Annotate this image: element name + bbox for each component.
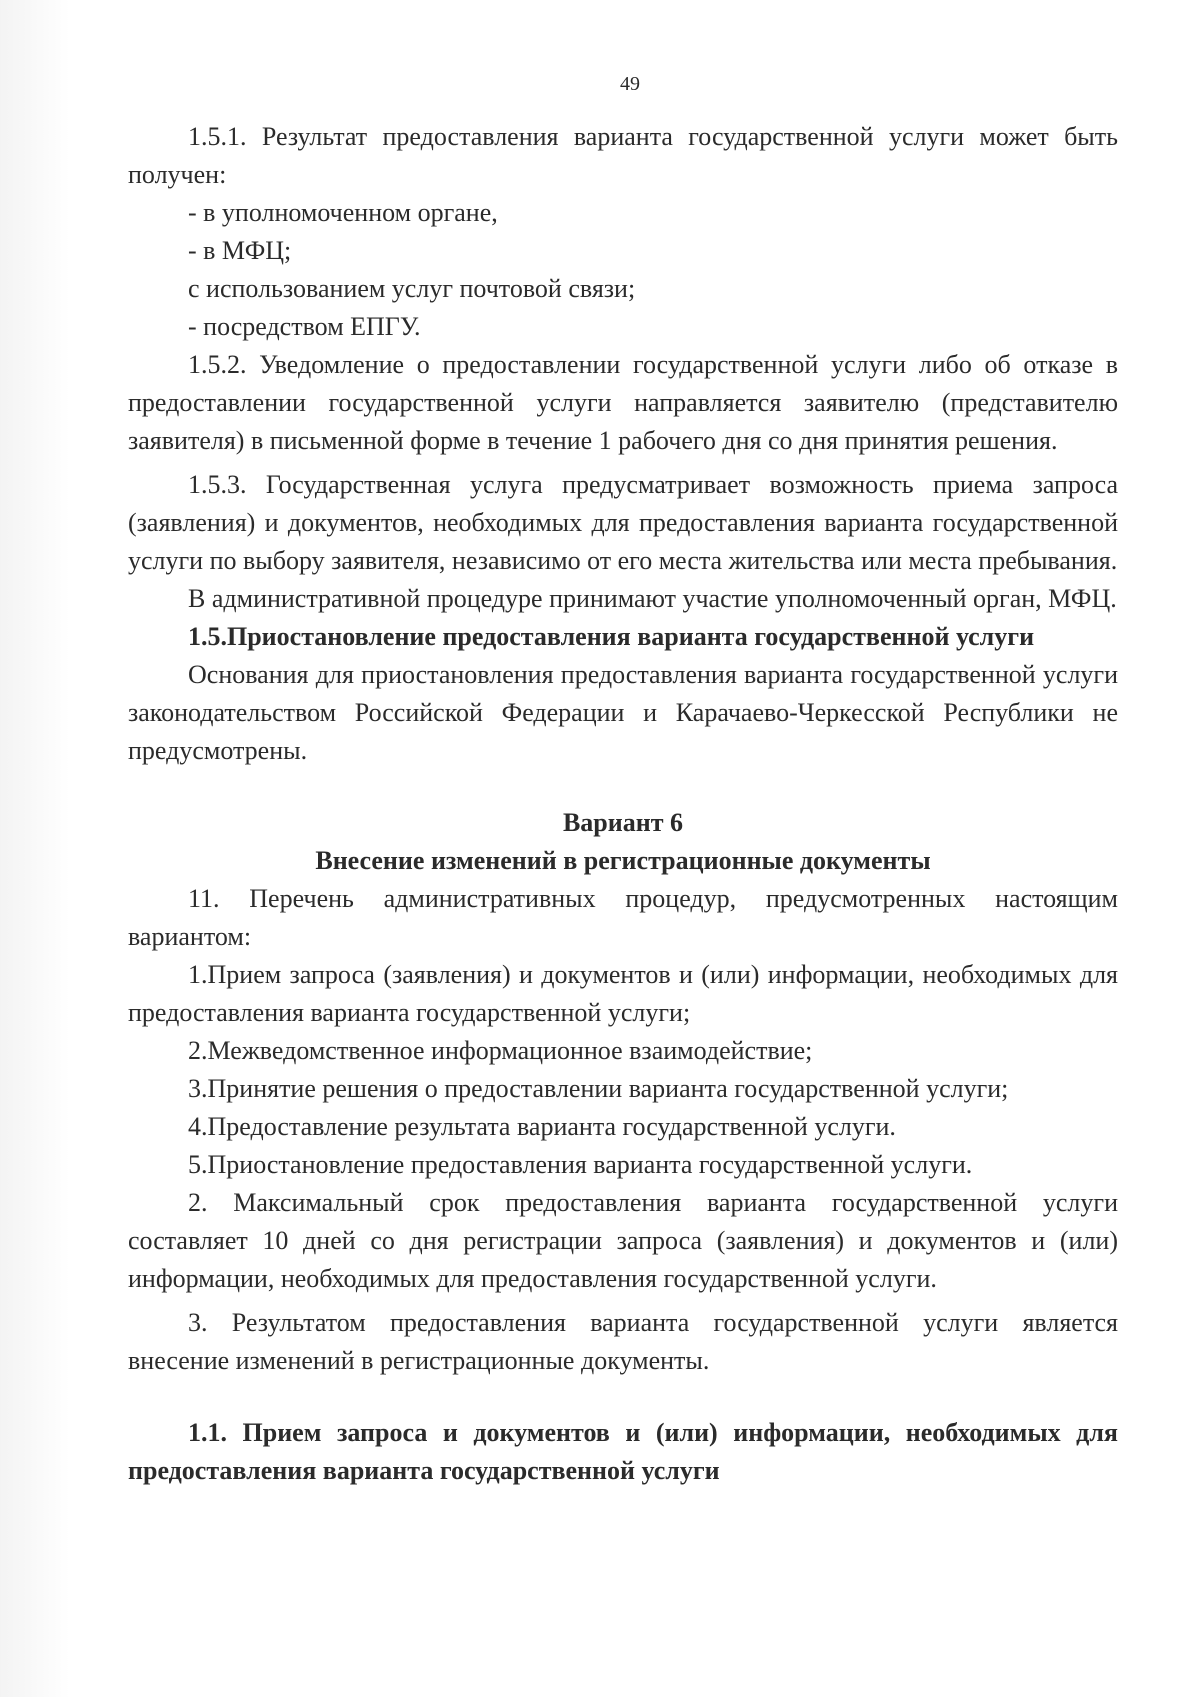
suspension-heading: 1.5.Приостановление предоставления варианта государственной услуги (188, 622, 1035, 651)
paragraph-1-5-1: 1.5.1. Результат предоставления варианта государственной услуги может быть получен: (128, 122, 1118, 189)
page-number: 49 (620, 73, 640, 95)
paragraph-1-5-3: 1.5.3. Государственная услуга предусматривает возможность приема запроса (заявления) и документов, необходимых для предоставления варианта государственной услуги по выбору заявителя, независимо от его места жительства или места пребывания. (128, 470, 1118, 575)
procedure-item: 4.Предоставление результата варианта государственной услуги. (188, 1112, 896, 1141)
paragraph-admin-procedure: В административной процедуре принимают участие уполномоченный орган, МФЦ. (188, 584, 1117, 613)
procedure-item: 3.Принятие решения о предоставлении варианта государственной услуги; (188, 1074, 1009, 1103)
procedure-item: 5.Приостановление предоставления варианта государственной услуги. (188, 1150, 973, 1179)
list-item: - в МФЦ; (188, 236, 292, 265)
paragraph-1-5-2: 1.5.2. Уведомление о предоставлении государственной услуги либо об отказе в предоставлении государственной услуги направляется заявителю (представителю заявителя) в письменной форме в течение 1 рабочего дня со дня принятия решения. (128, 350, 1118, 455)
paragraph-item-2: 2. Максимальный срок предоставления варианта государственной услуги составляет 10 дней со дня регистрации запроса (заявления) и документов и (или) информации, необходимых для предоставления государственной услуги. (128, 1188, 1118, 1293)
variant-subtitle: Внесение изменений в регистрационные документы (315, 846, 931, 875)
variant-title: Вариант 6 (562, 808, 684, 837)
list-item: - в уполномоченном органе, (188, 198, 498, 227)
suspension-text: Основания для приостановления предоставления варианта государственной услуги законодательством Российской Федерации и Карачаево-Черкесской Республики не предусмотрены. (128, 660, 1118, 765)
procedure-item: 2.Межведомственное информационное взаимодействие; (188, 1036, 813, 1065)
list-item: с использованием услуг почтовой связи; (188, 274, 636, 303)
document-body (128, 118, 1118, 1490)
procedures-intro: 11. Перечень административных процедур, предусмотренных настоящим вариантом: (128, 884, 1118, 951)
procedure-item: 1.Прием запроса (заявления) и документов и (или) информации, необходимых для предоставления варианта государственной услуги; (128, 960, 1118, 1027)
paragraph-item-3: 3. Результатом предоставления варианта государственной услуги является внесение изменений в регистрационные документы. (128, 1308, 1118, 1375)
scan-edge-shadow (0, 0, 70, 1697)
list-item: - посредством ЕПГУ. (188, 312, 421, 341)
final-heading: 1.1. Прием запроса и документов и (или) информации, необходимых для предоставления варианта государственной услуги (128, 1418, 1118, 1485)
